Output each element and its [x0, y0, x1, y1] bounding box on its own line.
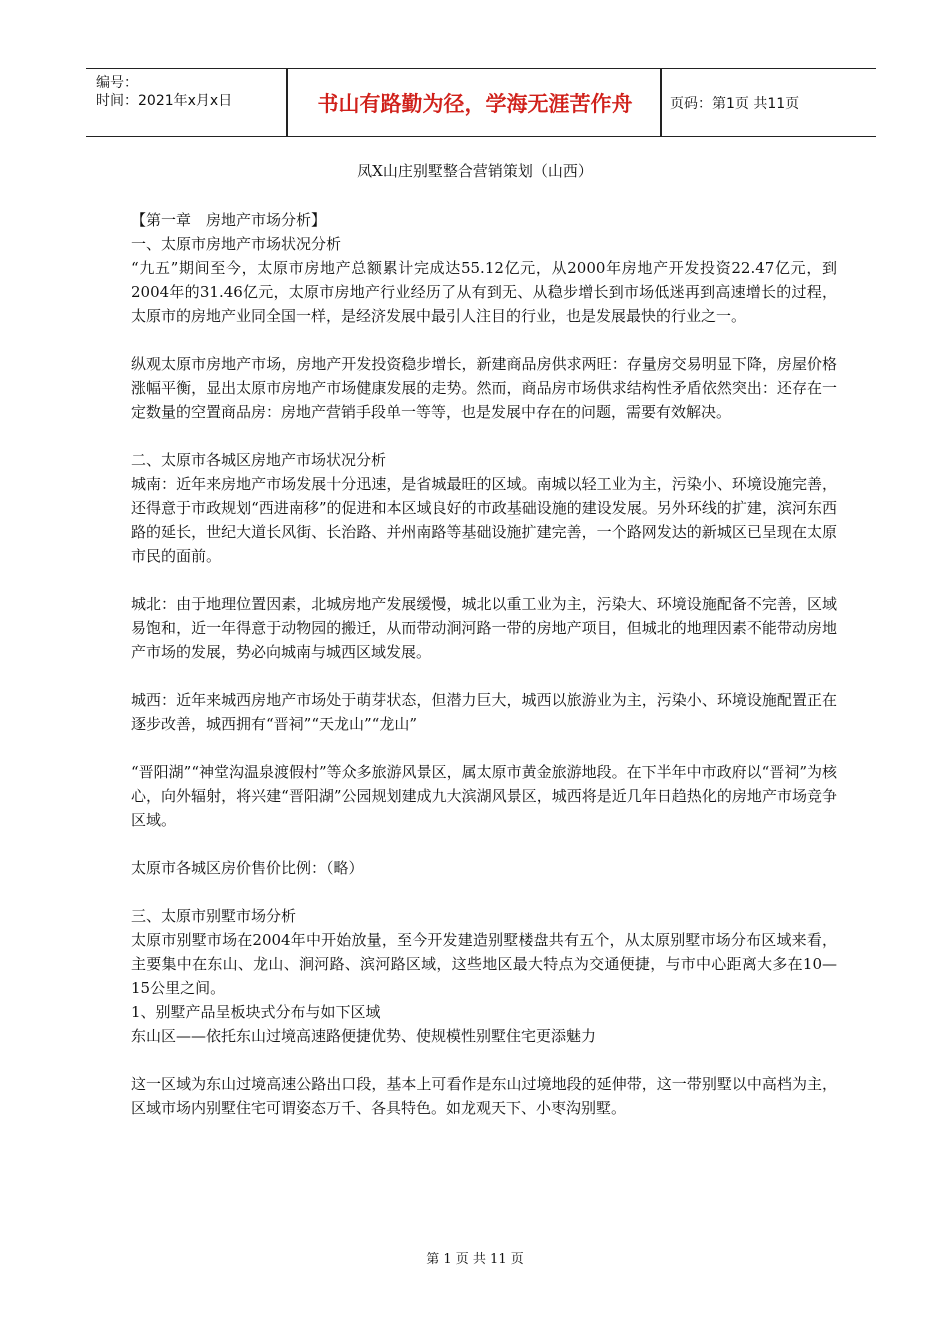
paragraph-gap — [131, 832, 837, 856]
header-table — [86, 68, 876, 137]
number-label: 编号： — [96, 75, 138, 91]
paragraph-gap — [131, 664, 837, 688]
body-paragraph: 城西：近年来城西房地产市场处于萌芽状态，但潜力巨大，城西以旅游业为主，污染小、环境设施配置正在逐步改善，城西拥有“晋祠”“天龙山”“龙山” — [131, 691, 837, 733]
body-paragraph: 纵观太原市房地产市场，房地产开发投资稳步增长，新建商品房供求两旺：存量房交易明显下降，房屋价格涨幅平衡，显出太原市房地产市场健康发展的走势。然而，商品房市场供求结构性矛盾依然突出：还存在一定数量的空置商品房：房地产营销手段单一等等，也是发展中存在的问题，需要有效解决。 — [131, 355, 837, 421]
paragraph-gap — [131, 328, 837, 352]
body-paragraph: 东山区——依托东山过境高速路便捷优势、使规模性别墅住宅更添魅力 — [131, 1027, 597, 1045]
document-body — [131, 208, 837, 1120]
paragraph-gap — [131, 1048, 837, 1072]
body-paragraph: 城北：由于地理位置因素，北城房地产发展缓慢，城北以重工业为主，污染大、环境设施配备不完善，区域易饱和，近一年得意于动物园的搬迁，从而带动涧河路一带的房地产项目，但城北的地理因素不能带动房地产市场的发展，势必向城南与城西区域发展。 — [131, 595, 837, 661]
document-title: 凤X山庄别墅整合营销策划（山西） — [357, 162, 593, 180]
body-paragraph: 【第一章 房地产市场分析】 — [131, 211, 327, 229]
paragraph-gap — [131, 736, 837, 760]
body-paragraph: 这一区域为东山过境高速公路出口段，基本上可看作是东山过境地段的延伸带，这一带别墅以中高档为主，区域市场内别墅住宅可谓姿态万千、各具特色。如龙观天下、小枣沟别墅。 — [131, 1075, 837, 1117]
time-label: 时间：2021年x月x日 — [96, 93, 233, 109]
header-page-info: 页码：第1页 共11页 — [670, 95, 800, 112]
body-paragraph: 二、太原市各城区房地产市场状况分析 — [131, 451, 387, 469]
body-paragraph: 一、太原市房地产市场状况分析 — [131, 235, 342, 253]
header-meta — [96, 74, 286, 110]
page-footer: 第 1 页 共 11 页 — [426, 1252, 524, 1267]
body-paragraph: 太原市各城区房价售价比例：（略） — [131, 859, 364, 877]
paragraph-gap — [131, 880, 837, 904]
body-paragraph: 城南：近年来房地产市场发展十分迅速，是省城最旺的区域。南城以轻工业为主，污染小、环境设施完善，还得意于市政规划“西进南移”的促进和本区域良好的市政基础设施的建设发展。另外环线的扩建，滨河东西路的延长，世纪大道长风街、长治路、并州南路等基础设施扩建完善，一个路网发达的新城区已呈现在太原市民的面前。 — [131, 475, 837, 565]
body-paragraph: 1、别墅产品呈板块式分布与如下区域 — [131, 1003, 381, 1021]
body-paragraph: “九五”期间至今，太原市房地产总额累计完成达55.12亿元，从2000年房地产开发投资22.47亿元，到2004年的31.46亿元，太原市房地产行业经历了从有到无、从稳步增长到市场低迷再到高速增长的过程，太原市的房地产业同全国一样，是经济发展中最引人注目的行业，也是发展最快的行业之一。 — [131, 259, 837, 325]
body-paragraph: 三、太原市别墅市场分析 — [131, 907, 297, 925]
body-paragraph: 太原市别墅市场在2004年中开始放量，至今开发建造别墅楼盘共有五个，从太原别墅市场分布区域来看，主要集中在东山、龙山、涧河路、滨河路区域，这些地区最大特点为交通便捷，与市中心距离大多在10—15公里之间。 — [131, 931, 837, 997]
header-motto: 书山有路勤为径，学海无涯苦作舟 — [317, 91, 633, 116]
body-paragraph: “晋阳湖”“神堂沟温泉渡假村”等众多旅游风景区，属太原市黄金旅游地段。在下半年中市政府以“晋祠”为核心，向外辐射，将兴建“晋阳湖”公园规划建成九大滨湖风景区，城西将是近几年日趋热化的房地产市场竞争区域。 — [131, 763, 838, 829]
paragraph-gap — [131, 568, 837, 592]
paragraph-gap — [131, 424, 837, 448]
